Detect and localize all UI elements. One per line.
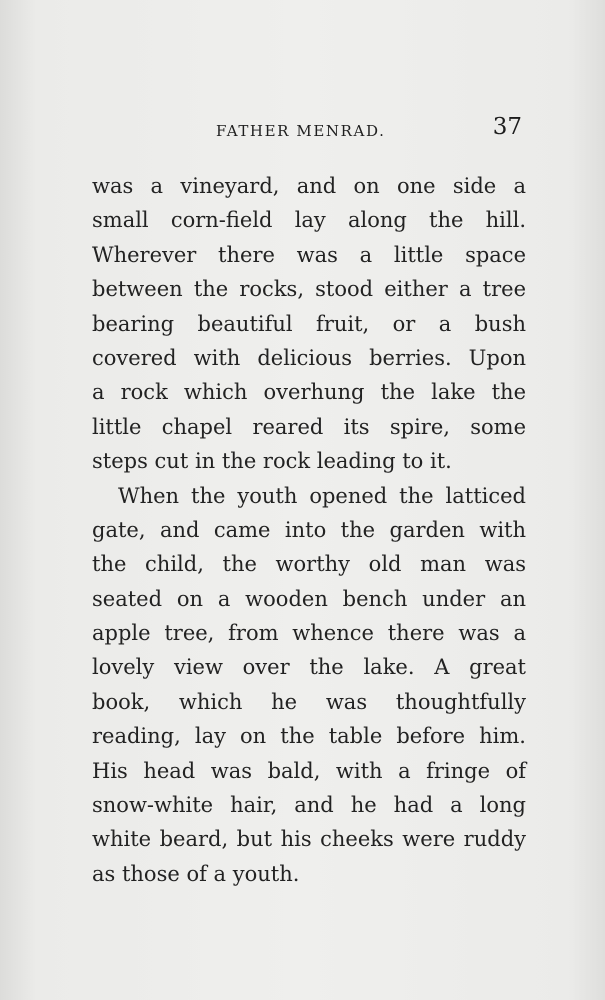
text-line: Wherever there was a little space (92, 242, 526, 267)
text-line: reading, lay on the table before him. (92, 724, 526, 749)
text-line: His head was bald, with a fringe of (92, 758, 526, 783)
page-number: 37 (492, 114, 522, 140)
text-line: between the rocks, stood either a tree (92, 277, 526, 302)
text-line: lovely view over the lake. A great (92, 655, 526, 680)
text-line: apple tree, from whence there was a (92, 621, 526, 646)
text-line: the child, the worthy old man was (92, 552, 526, 577)
text-line: a rock which overhung the lake the (92, 380, 526, 405)
text-line: gate, and came into the garden with (92, 517, 526, 542)
text-line: When the youth opened the latticed (118, 483, 526, 508)
running-head: FATHER MENRAD. (216, 122, 386, 140)
text-line: covered with delicious berries. Upon (92, 345, 526, 370)
text-line: snow-white hair, and he had a long (92, 793, 526, 818)
body-text (92, 169, 526, 891)
text-line: as those of a youth. (92, 861, 300, 886)
text-line: seated on a wooden bench under an (92, 586, 526, 611)
text-line: small corn-field lay along the hill. (92, 208, 526, 233)
text-line: little chapel reared its spire, some (92, 414, 526, 439)
text-line: steps cut in the rock leading to it. (92, 449, 452, 474)
text-line: was a vineyard, and on one side a (92, 174, 526, 198)
text-line: book, which he was thoughtfully (92, 689, 526, 714)
text-line: bearing beautiful fruit, or a bush (92, 311, 526, 336)
text-line: white beard, but his cheeks were ruddy (92, 827, 526, 852)
page-header (92, 114, 522, 144)
